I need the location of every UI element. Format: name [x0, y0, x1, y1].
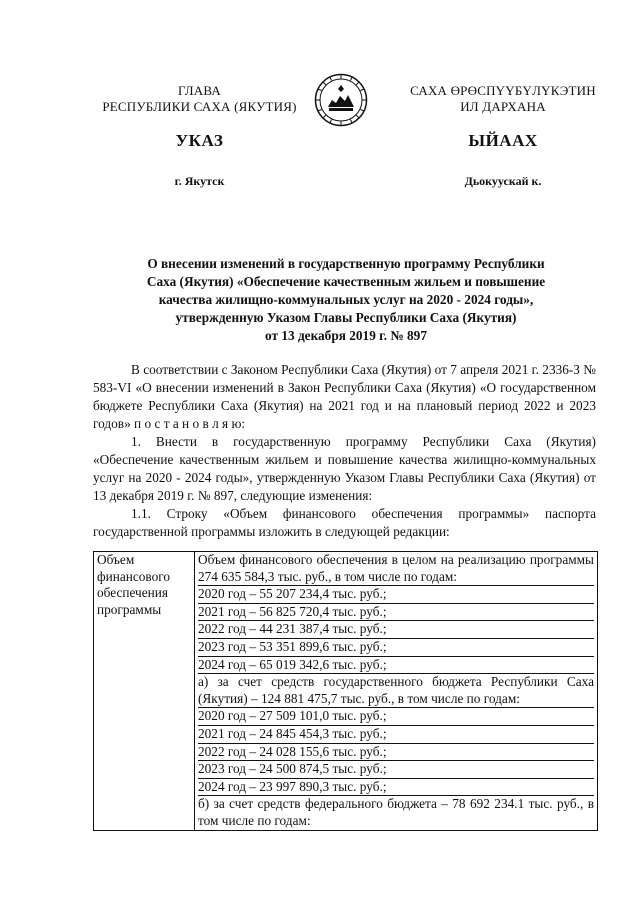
city-right: Дьокуускай к.	[464, 174, 542, 188]
paragraph-item-1-1: 1.1. Строку «Объем финансового обеспечения программы» паспорта государственной программы изложить в следующей редакции:	[93, 506, 596, 539]
city-left: г. Якутск	[174, 174, 225, 188]
table-value-cell	[195, 552, 598, 831]
paragraph-item-1: 1. Внести в государственную программу Республики Саха (Якутия) «Обеспечение качественным жильем и повышение качества жилищно-коммунальных услуг на 2020 - 2024 годы», утвержденную Указом Главы Республики Саха (Якутия) от 13 декабря 2019 г. № 897, следующие изменения:	[93, 434, 596, 503]
table-line: 2021 год – 56 825 720,4 тыс. руб.;	[198, 604, 594, 622]
table-line: 2024 год – 23 997 890,3 тыс. руб.;	[198, 779, 594, 797]
funding-table	[93, 551, 598, 831]
table-line: 2020 год – 55 207 234,4 тыс. руб.;	[198, 586, 594, 604]
table-row	[94, 552, 598, 831]
table-line: 2022 год – 44 231 387,4 тыс. руб.;	[198, 621, 594, 639]
document-title-line: от 13 декабря 2019 г. № 897	[265, 328, 427, 343]
document-title-line: качества жилищно-коммунальных услуг на 2020 - 2024 годы»,	[158, 292, 534, 307]
issuer-left	[92, 83, 307, 115]
table-line: 2023 год – 24 500 874,5 тыс. руб.;	[198, 761, 594, 779]
table-line: а) за счет средств государственного бюджета Республики Саха (Якутия) – 124 881 475,7 тыс. руб., в том числе по годам:	[198, 674, 594, 708]
document-title-line: Саха (Якутия) «Обеспечение качественным жильем и повышение	[146, 274, 546, 289]
table-line: 2023 год – 53 351 899,6 тыс. руб.;	[198, 639, 594, 657]
decree-title-sah: ЫЙААХ	[468, 131, 538, 150]
table-line: 2024 год – 65 019 342,6 тыс. руб.;	[198, 657, 594, 675]
table-line: Объем финансового обеспечения в целом на реализацию программы 274 635 584,3 тыс. руб., в том числе по годам:	[198, 552, 594, 586]
issuer-right-line2: ИЛ ДАРХАНА	[460, 99, 546, 114]
document-title-line: О внесении изменений в государственную программу Республики	[147, 256, 545, 271]
table-label-cell: Объем финансового обеспечения программы	[94, 552, 195, 831]
issuer-right	[393, 83, 613, 115]
table-line: 2021 год – 24 845 454,3 тыс. руб.;	[198, 726, 594, 744]
sakha-coat-of-arms-icon	[314, 73, 368, 127]
table-line: 2022 год – 24 028 155,6 тыс. руб.;	[198, 744, 594, 762]
decree-title-ru: УКАЗ	[175, 131, 224, 150]
issuer-right-line1: САХА ӨРӨСПҮҮБҮЛҮКЭТИН	[410, 83, 596, 98]
issuer-left-line2: РЕСПУБЛИКИ САХА (ЯКУТИЯ)	[102, 99, 297, 114]
decree-body	[93, 361, 596, 541]
document-title-line: утвержденную Указом Главы Республики Саха (Якутия)	[175, 310, 517, 325]
issuer-left-line1: ГЛАВА	[178, 83, 221, 98]
table-line: 2020 год – 27 509 101,0 тыс. руб.;	[198, 708, 594, 726]
table-line: б) за счет средств федерального бюджета – 78 692 234.1 тыс. руб., в том числе по годам:	[198, 796, 594, 828]
paragraph-preamble: В соответствии с Законом Республики Саха (Якутия) от 7 апреля 2021 г. 2336-З № 583-VI «О внесении изменений в Закон Республики Саха (Якутия) «О государственном бюджете Республики Саха (Якутия) на 2021 год и на плановый период 2022 и 2023 годов» п о с т а н о в л я ю:	[93, 362, 596, 431]
document-title	[96, 255, 596, 345]
